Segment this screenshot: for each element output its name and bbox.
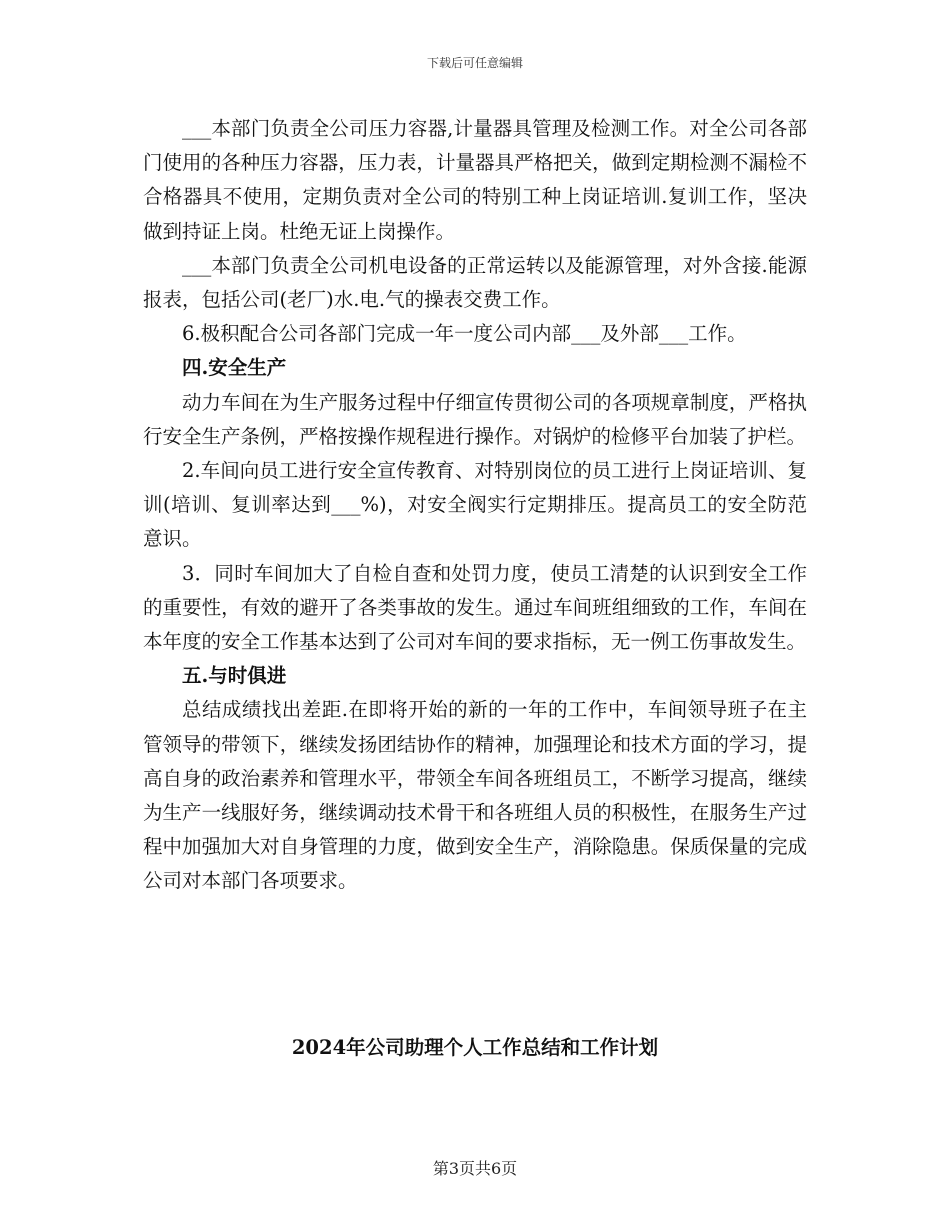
paragraph-safety-training: 2.车间向员工进行安全宣传教育、对特别岗位的员工进行上岗证培训、复训(培训、复训率达到___%)，对安全阀实行定期排压。提高员工的安全防范意识。 <box>143 459 807 551</box>
paragraph-safety-rules: 动力车间在为生产服务过程中仔细宣传贯彻公司的各项规章制度，严格执行安全生产条例，严格按操作规程进行操作。对锅炉的检修平台加装了护栏。 <box>143 390 807 448</box>
page-header: 下载后可任意编辑 <box>426 56 523 70</box>
paragraph-equipment-energy: ___本部门负责全公司机电设备的正常运转以及能源管理，对外含接.能源报表，包括公司(老厂)水.电.气的操表交费工作。 <box>143 253 807 312</box>
paragraph-pressure-vessels: ___本部门负责全公司压力容器,计量器具管理及检测工作。对全公司各部门使用的各种压力容器，压力表，计量器具严格把关，做到定期检测不漏检不合格器具不使用，定期负责对全公司的特别工种上岗证培训.复训工作，坚决做到持证上岗。杜绝无证上岗操作。 <box>143 117 807 243</box>
paragraph-summary: 总结成绩找出差距.在即将开始的新的一年的工作中，车间领导班子在主管领导的带领下，继续发扬团结协作的精神，加强理论和技术方面的学习，提高自身的政治素养和管理水平，带领全车间各班组员工，不断学习提高，继续为生产一线服好务，继续调动技术骨干和各班组人员的积极性，在服务生产过程中加强加大对自身管理的力度，做到安全生产，消除隐患。保质保量的完成公司对本部门各项要求。 <box>143 698 807 893</box>
section-heading-safety: 四.安全生产 <box>182 356 287 380</box>
paragraph-self-inspection: 3．同时车间加大了自检自查和处罚力度，使员工清楚的认识到安全工作的重要性，有效的避开了各类事故的发生。通过车间班组细致的工作，车间在本年度的安全工作基本达到了公司对车间的要求指标，无一例工伤事故发生。 <box>143 561 807 654</box>
document-body <box>143 112 807 899</box>
section-heading-progress: 五.与时俱进 <box>182 664 287 688</box>
page-number: 第3页共6页 <box>432 1159 518 1178</box>
next-document-title: 2024年公司助理个人工作总结和工作计划 <box>291 1036 659 1059</box>
paragraph-cooperation: 6.极积配合公司各部门完成一年一度公司内部___及外部___工作。 <box>182 322 747 346</box>
